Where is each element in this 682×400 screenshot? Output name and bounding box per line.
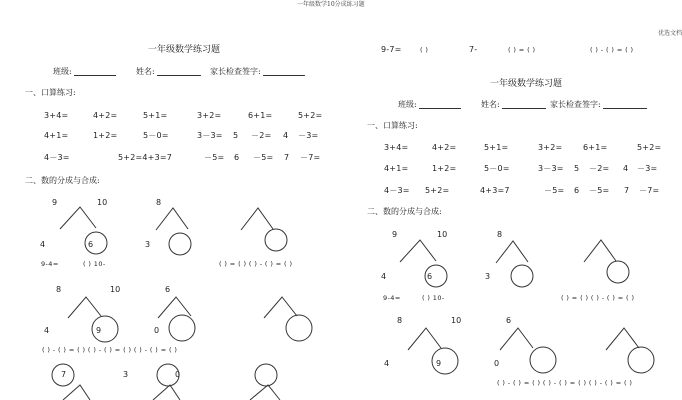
worksheet-title: 一年级数学练习题 [490, 79, 563, 89]
top-number: 9 [52, 198, 58, 207]
equation: 6 [574, 186, 580, 195]
equation: 4 [623, 164, 629, 173]
equation: －5= [544, 186, 565, 195]
fill-equation: ( ) = ( ) ( ) - ( ) = ( ) [219, 260, 293, 268]
part-number: 6 [427, 272, 433, 281]
equation: 5+2= [637, 143, 662, 152]
part-number: 7 [61, 370, 67, 379]
equation: －2= [589, 164, 610, 173]
class-field: 班级: [53, 67, 116, 76]
part-number: 4 [384, 359, 390, 368]
equation: 5+2= [298, 111, 323, 120]
corner-tag: 优选文档 [658, 30, 682, 37]
equation: 5－0= [484, 164, 510, 173]
part-number: 4 [40, 240, 46, 249]
fill-equation: ( ) [420, 46, 429, 54]
section-number-decomposition: 二、数的分成与合成: [367, 207, 442, 216]
part-number: 9 [96, 326, 102, 335]
equation: 6+1= [248, 111, 273, 120]
branch-lines [606, 328, 639, 350]
equation: －3= [298, 131, 319, 140]
equation: 1+2= [432, 164, 457, 173]
top-number: 9 [392, 230, 398, 239]
equation: 7 [624, 186, 630, 195]
part-number: 3 [145, 240, 151, 249]
section-oral-arithmetic: 一、口算练习: [25, 88, 76, 97]
fill-equation: ( ) - ( ) = ( ) [590, 46, 634, 54]
equation: 5－0= [143, 131, 169, 140]
equation: －5= [204, 153, 225, 162]
fill-equation: 9-4= [383, 294, 401, 302]
equation: 4+3=7 [480, 186, 510, 195]
equation: 5+2=4+3=7 [118, 153, 173, 162]
equation: 3+2= [197, 111, 222, 120]
answer-circle [628, 347, 654, 373]
top-number: 10 [437, 230, 448, 239]
top-number: 10 [97, 198, 108, 207]
fill-equation: 9-4= [41, 260, 59, 268]
top-number: 8 [56, 285, 62, 294]
fill-equation: ( ) 10- [422, 294, 445, 302]
branch-lines [584, 240, 616, 262]
top-number: 6 [165, 285, 171, 294]
equation: －5= [253, 153, 274, 162]
top-number: 8 [156, 198, 162, 207]
equation: 3－3= [538, 164, 564, 173]
section-oral-arithmetic: 一、口算练习: [367, 121, 418, 130]
equation: －7= [639, 186, 660, 195]
equation: 3－3= [197, 131, 223, 140]
answer-circle [511, 265, 533, 287]
equation: 4 [283, 131, 289, 140]
answer-circle [607, 261, 629, 283]
branch-lines [400, 240, 436, 262]
fill-equation: ( ) = ( ) ( ) - ( ) = ( ) [561, 294, 635, 302]
top-number: 3 [123, 370, 129, 379]
equation: 4+2= [432, 143, 457, 152]
equation: 4+2= [93, 111, 118, 120]
equation: －2= [251, 131, 272, 140]
worksheet-title: 一年级数学练习题 [148, 45, 221, 55]
equation: 5+2= [425, 186, 450, 195]
top-number: 6 [506, 316, 512, 325]
equation: 7 [284, 153, 290, 162]
equation: 3+2= [538, 143, 563, 152]
equation: －3= [637, 164, 658, 173]
top-number: 10 [110, 285, 121, 294]
fill-equation: ( ) 10- [83, 260, 106, 268]
name-field: 姓名: [481, 100, 546, 109]
equation: 5 [233, 131, 239, 140]
equation: －7= [300, 153, 321, 162]
equation: 5+1= [484, 143, 509, 152]
fill-equation: ( ) - ( ) = ( ) ( ) - ( ) = ( ) ( ) - ( ) = ( ) [42, 346, 178, 354]
part-number: 0 [494, 359, 500, 368]
parent-sign-field: 家长检查签字: [550, 100, 647, 109]
branch-lines [408, 328, 441, 350]
answer-circle [530, 347, 556, 373]
part-number: 4 [44, 326, 50, 335]
top-number: 8 [497, 230, 503, 239]
branch-lines [496, 241, 528, 263]
class-field: 班级: [398, 100, 461, 109]
fill-equation: ( ) - ( ) = ( ) ( ) - ( ) = ( ) ( ) - ( ) = ( ) [497, 379, 633, 387]
fill-equation: 9-7= [381, 45, 402, 54]
part-number: 0 [175, 370, 181, 379]
fill-equation: ( ) = ( ) [508, 46, 536, 54]
document-header-title: 一年级数学10分成练习题 [297, 1, 365, 8]
part-number: 3 [485, 272, 491, 281]
fill-equation: 7- [469, 45, 478, 54]
branch-lines [500, 328, 533, 350]
equation: －5= [589, 186, 610, 195]
equation: 4－3= [384, 186, 410, 195]
equation: 3+4= [44, 111, 69, 120]
equation: 4+1= [384, 164, 409, 173]
part-number: 6 [88, 240, 94, 249]
part-number: 0 [154, 326, 160, 335]
top-number: 8 [397, 316, 403, 325]
section-number-decomposition: 二、数的分成与合成: [25, 176, 100, 185]
parent-sign-field: 家长检查签字: [210, 67, 305, 76]
equation: 3+4= [384, 143, 409, 152]
equation: 4+1= [44, 131, 69, 140]
top-number: 10 [451, 316, 462, 325]
name-field: 姓名: [136, 67, 201, 76]
part-number: 4 [381, 272, 387, 281]
equation: 5+1= [143, 111, 168, 120]
equation: 4－3= [44, 153, 70, 162]
part-number: 9 [436, 359, 442, 368]
equation: 6+1= [583, 143, 608, 152]
equation: 6 [234, 153, 240, 162]
equation: 1+2= [93, 131, 118, 140]
equation: 5 [574, 164, 580, 173]
